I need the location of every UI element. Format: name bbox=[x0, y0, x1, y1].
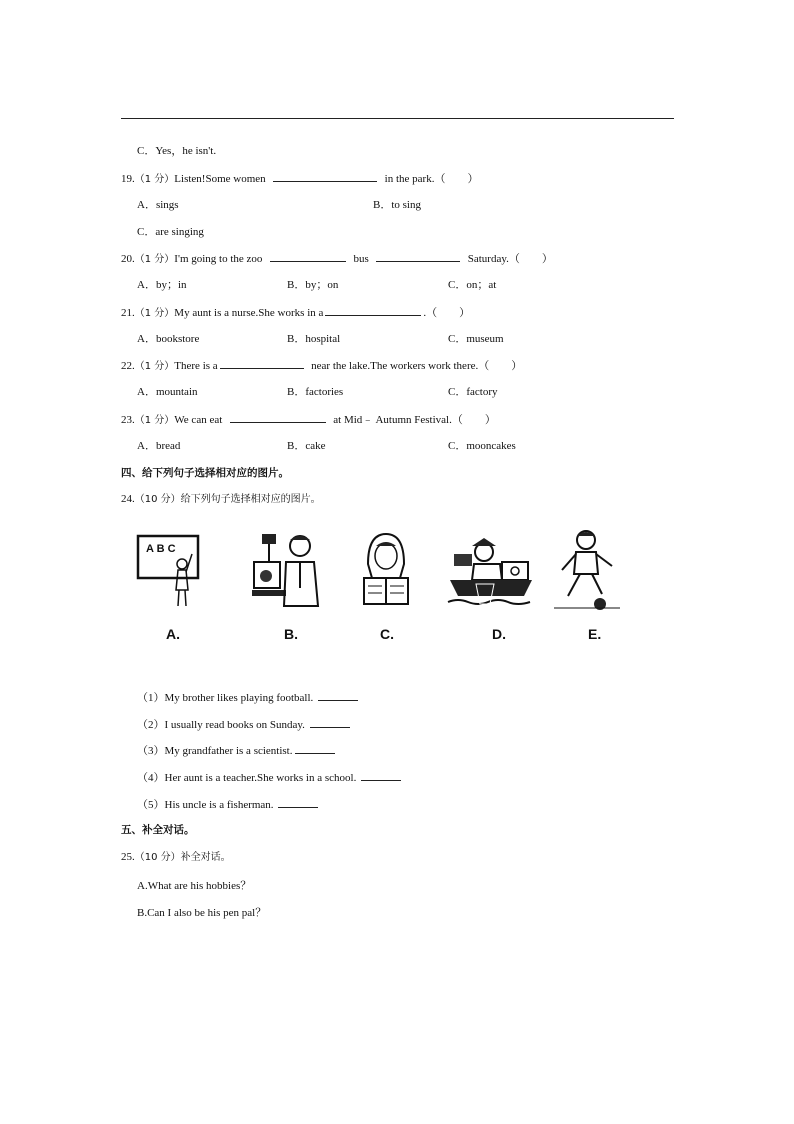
q20-option-b[interactable]: B．by；on bbox=[287, 279, 339, 291]
q24-instruction: 给下列句子选择相对应的图片。 bbox=[180, 494, 321, 505]
board-letters: A B C bbox=[146, 543, 176, 555]
q24-sentence-2 bbox=[137, 717, 352, 732]
picture-label-d: D. bbox=[492, 626, 506, 642]
q19-option-a[interactable]: A．sings bbox=[137, 199, 179, 211]
picture-football-boy[interactable] bbox=[550, 526, 626, 612]
q25-option-b: B.Can I also be his pen pal？ bbox=[137, 907, 267, 919]
q21-option-b[interactable]: B．hospital bbox=[287, 333, 341, 345]
q22-blank[interactable] bbox=[220, 358, 304, 369]
picture-girl-reading[interactable] bbox=[358, 530, 414, 610]
header-rule bbox=[121, 118, 674, 119]
q24-stem bbox=[121, 492, 321, 507]
q23-stem bbox=[121, 412, 496, 428]
q22-stem bbox=[121, 358, 522, 374]
q24-answer-4[interactable] bbox=[361, 770, 401, 781]
picture-label-b: B. bbox=[284, 626, 298, 642]
q24-answer-2[interactable] bbox=[310, 717, 350, 728]
q20-number: 20. bbox=[121, 253, 135, 265]
q23-option-c[interactable]: C．mooncakes bbox=[448, 440, 516, 452]
q22-points: （1 分） bbox=[134, 361, 175, 372]
q19-option-c[interactable]: C．are singing bbox=[137, 226, 204, 238]
q21-option-c[interactable]: C．museum bbox=[448, 333, 504, 345]
section-4-heading: 四、给下列句子选择相对应的图片。 bbox=[121, 467, 289, 479]
q19-text-after: in the park.（ ） bbox=[384, 173, 479, 185]
picture-fisherman[interactable] bbox=[446, 534, 536, 610]
q19-number: 19. bbox=[121, 173, 135, 185]
q24-sentence-3-text: （3）My grandfather is a scientist. bbox=[137, 745, 293, 757]
q22-text-before: There is a bbox=[174, 360, 218, 372]
q25-option-a: A.What are his hobbies？ bbox=[137, 880, 252, 892]
q25-instruction: 补全对话。 bbox=[180, 852, 231, 863]
q24-sentence-1 bbox=[137, 690, 360, 705]
q22-option-b[interactable]: B．factories bbox=[287, 386, 344, 398]
q20-text-middle: bus bbox=[353, 253, 369, 265]
q21-stem bbox=[121, 305, 470, 321]
q24-sentence-2-text: （2）I usually read books on Sunday. bbox=[137, 719, 305, 731]
q25-stem bbox=[121, 850, 231, 865]
q24-sentence-4 bbox=[137, 770, 403, 785]
q24-answer-1[interactable] bbox=[318, 690, 358, 701]
picture-scientist[interactable] bbox=[248, 528, 324, 610]
q23-option-b[interactable]: B．cake bbox=[287, 440, 326, 452]
q20-text-before: I'm going to the zoo bbox=[174, 253, 263, 265]
q21-number: 21. bbox=[121, 307, 135, 319]
q23-text-before: We can eat bbox=[174, 414, 223, 426]
q20-blank-2[interactable] bbox=[376, 251, 460, 262]
q23-blank[interactable] bbox=[230, 412, 326, 423]
q22-option-c[interactable]: C．factory bbox=[448, 386, 498, 398]
q21-blank[interactable] bbox=[325, 305, 421, 316]
picture-label-c: C. bbox=[380, 626, 394, 642]
q20-text-after: Saturday.（ ） bbox=[467, 253, 553, 265]
q22-text-after: near the lake.The workers work there.（ ） bbox=[311, 360, 523, 372]
q24-sentence-3 bbox=[137, 743, 337, 758]
picture-teacher[interactable] bbox=[132, 532, 204, 610]
q24-sentence-5-text: （5）His uncle is a fisherman. bbox=[137, 799, 274, 811]
q20-stem bbox=[121, 251, 553, 267]
q24-sentence-4-text: （4）Her aunt is a teacher.She works in a school. bbox=[137, 772, 357, 784]
q24-answer-3[interactable] bbox=[295, 743, 335, 754]
q19-blank[interactable] bbox=[273, 171, 377, 182]
q23-option-a[interactable]: A．bread bbox=[137, 440, 181, 452]
q22-number: 22. bbox=[121, 360, 135, 372]
q24-sentence-1-text: （1）My brother likes playing football. bbox=[137, 692, 314, 704]
q20-option-c[interactable]: C．on；at bbox=[448, 279, 497, 291]
q19-stem bbox=[121, 171, 478, 187]
q20-blank-1[interactable] bbox=[270, 251, 346, 262]
section-5-heading: 五、补全对话。 bbox=[121, 824, 195, 836]
picture-label-e: E. bbox=[588, 626, 602, 642]
q24-answer-5[interactable] bbox=[278, 797, 318, 808]
q18-option-c: C．Yes，he isn't. bbox=[137, 145, 217, 157]
q22-option-a[interactable]: A．mountain bbox=[137, 386, 198, 398]
q25-number: 25. bbox=[121, 851, 135, 863]
q24-sentence-5 bbox=[137, 797, 320, 812]
q23-text-after: at Mid﹣ Autumn Festival.（ ） bbox=[333, 414, 496, 426]
q19-text-before: Listen!Some women bbox=[174, 173, 266, 185]
picture-label-a: A. bbox=[166, 626, 180, 642]
q21-option-a[interactable]: A．bookstore bbox=[137, 333, 200, 345]
q23-number: 23. bbox=[121, 414, 135, 426]
q24-number: 24. bbox=[121, 493, 135, 505]
q20-option-a[interactable]: A．by；in bbox=[137, 279, 187, 291]
q24-points: （10 分） bbox=[134, 494, 181, 505]
q25-points: （10 分） bbox=[134, 852, 181, 863]
q21-points: （1 分） bbox=[134, 308, 175, 319]
q19-points: （1 分） bbox=[134, 174, 175, 185]
q21-text-after: .（ ） bbox=[423, 307, 471, 319]
q23-points: （1 分） bbox=[134, 415, 175, 426]
q20-points: （1 分） bbox=[134, 254, 175, 265]
q21-text-before: My aunt is a nurse.She works in a bbox=[174, 307, 324, 319]
q19-option-b[interactable]: B．to sing bbox=[373, 199, 421, 211]
